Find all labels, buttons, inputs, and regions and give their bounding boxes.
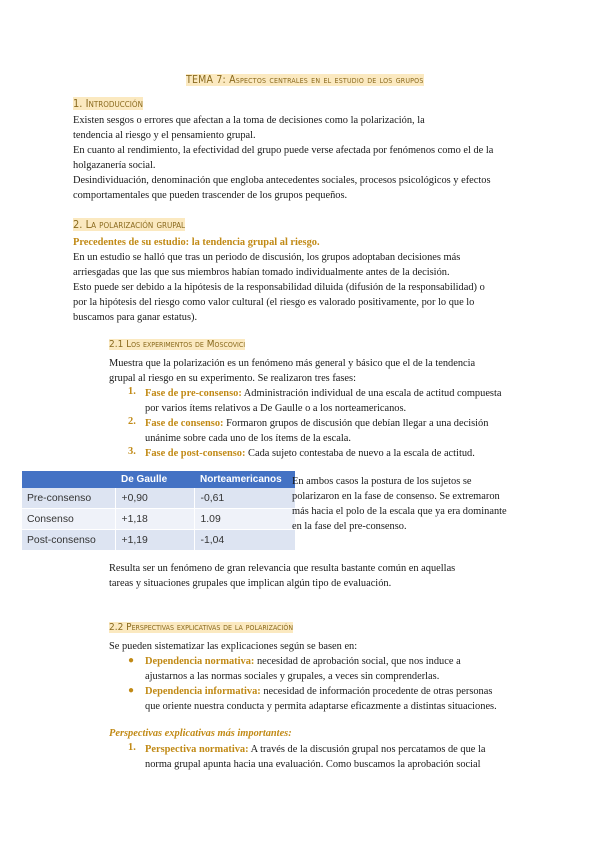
table-cell: Consenso xyxy=(22,509,115,530)
paragraph-line: holgazanería social. xyxy=(73,160,156,171)
subsection-subtitle: Perspectivas explicativas más importantes: xyxy=(109,728,292,739)
bullet-item-continuation: ajustarnos a las normas sociales y grupales, a veces sin comprenderlas. xyxy=(145,671,440,682)
list-item: Fase de consenso: Formaron grupos de discusión que debían llegar a una decisión xyxy=(145,418,489,429)
section-heading-polarizacion: 2. La polarización grupal xyxy=(73,218,186,231)
list-item: Fase de pre-consenso: Administración individual de una escala de actitud compuesta xyxy=(145,388,502,399)
paragraph-line: arriesgadas que las que sus miembros habían tomado individualmente antes de la decisión. xyxy=(73,267,450,278)
table-cell: +1,18 xyxy=(115,509,194,530)
paragraph-line: buscamos para ganar estatus). xyxy=(73,312,198,323)
table-header-cell: Norteamericanos xyxy=(194,471,295,488)
paragraph-line: En un estudio se halló que tras un periodo de discusión, los grupos adoptaban decisiones más xyxy=(73,252,461,263)
list-item: Perspectiva normativa: A través de la discusión grupal nos percatamos de que la xyxy=(145,744,486,755)
list-item-continuation: por varios ítems relativos a De Gaulle o a los norteamericanos. xyxy=(145,403,407,414)
paragraph-line: grupal al riesgo en su experimento. Se realizaron tres fases: xyxy=(109,373,356,384)
list-number: 1. xyxy=(128,386,136,397)
bullet-dot-icon: ● xyxy=(128,685,135,696)
paragraph-line: Se pueden sistematizar las explicaciones según se basen en: xyxy=(109,641,358,652)
section-heading-introduccion: 1. Introducción xyxy=(73,97,143,110)
paragraph-line: Resulta ser un fenómeno de gran relevancia que resulta bastante común en aquellas xyxy=(109,563,456,574)
paragraph-line: tendencia al riesgo y el pensamiento grupal. xyxy=(73,130,256,141)
side-note-line: polarizaron en la fase de consenso. Se extremaron xyxy=(292,491,500,502)
paragraph-line: tareas y situaciones grupales que implican algún tipo de evaluación. xyxy=(109,578,392,589)
results-table xyxy=(22,471,295,551)
table-header-cell xyxy=(22,471,115,488)
subsection-heading-moscovici: 2.1 Los experimentos de Moscovici xyxy=(109,339,246,350)
list-item-continuation: norma grupal apunta hacia una evaluación. Como buscamos la aprobación social xyxy=(145,759,481,770)
side-note-line: en la fase del pre-consenso. xyxy=(292,521,407,532)
table-row xyxy=(22,488,295,509)
paragraph-line: Existen sesgos o errores que afectan a la toma de decisiones como la polarización, la xyxy=(73,115,425,126)
table-cell: Pre-consenso xyxy=(22,488,115,509)
subsection-heading-perspectivas: 2.2 Perspectivas explicativas de la polarización xyxy=(109,622,294,633)
list-item: Fase de post-consenso: Cada sujeto contestaba de nuevo a la escala de actitud. xyxy=(145,448,475,459)
list-number: 1. xyxy=(128,742,136,753)
paragraph-line: comportamentales que pueden trascender de los grupos pequeños. xyxy=(73,190,348,201)
table-cell: +1,19 xyxy=(115,530,194,551)
page-title: TEMA 7: Aspectos centrales en el estudio de los grupos xyxy=(186,74,424,86)
list-number: 3. xyxy=(128,446,136,457)
paragraph-line: Desindividuación, denominación que engloba antecedentes sociales, procesos psicológicos y efectos xyxy=(73,175,491,186)
table-header-cell: De Gaulle xyxy=(115,471,194,488)
paragraph-line: Esto puede ser debido a la hipótesis de la responsabilidad diluida (difusión de la responsabilidad) o xyxy=(73,282,485,293)
side-note-line: En ambos casos la postura de los sujetos se xyxy=(292,476,472,487)
subsection-subtitle: Precedentes de su estudio: la tendencia grupal al riesgo. xyxy=(73,237,320,248)
bullet-item: Dependencia informativa: necesidad de información procedente de otras personas xyxy=(145,686,493,697)
table-cell: 1.09 xyxy=(194,509,295,530)
list-item-continuation: unánime sobre cada uno de los ítems de la escala. xyxy=(145,433,352,444)
paragraph-line: En cuanto al rendimiento, la efectividad del grupo puede verse afectada por fenómenos como el de la xyxy=(73,145,494,156)
table-row xyxy=(22,530,295,551)
side-note-line: más hacia el polo de la escala que ya era dominante xyxy=(292,506,507,517)
table-cell: -1,04 xyxy=(194,530,295,551)
bullet-item: Dependencia normativa: necesidad de aprobación social, que nos induce a xyxy=(145,656,461,667)
table-row xyxy=(22,509,295,530)
paragraph-line: Muestra que la polarización es un fenómeno más general y básico que el de la tendencia xyxy=(109,358,476,369)
table-cell: Post-consenso xyxy=(22,530,115,551)
table-header-row xyxy=(22,471,295,488)
paragraph-line: por la hipótesis del riesgo como valor cultural (el riesgo es valorado positivamente, por lo que lo xyxy=(73,297,475,308)
list-number: 2. xyxy=(128,416,136,427)
table-cell: +0,90 xyxy=(115,488,194,509)
table-cell: -0,61 xyxy=(194,488,295,509)
bullet-item-continuation: que oriente nuestra conducta y permita adaptarse eficazmente a distintas situaciones. xyxy=(145,701,497,712)
bullet-dot-icon: ● xyxy=(128,655,135,666)
